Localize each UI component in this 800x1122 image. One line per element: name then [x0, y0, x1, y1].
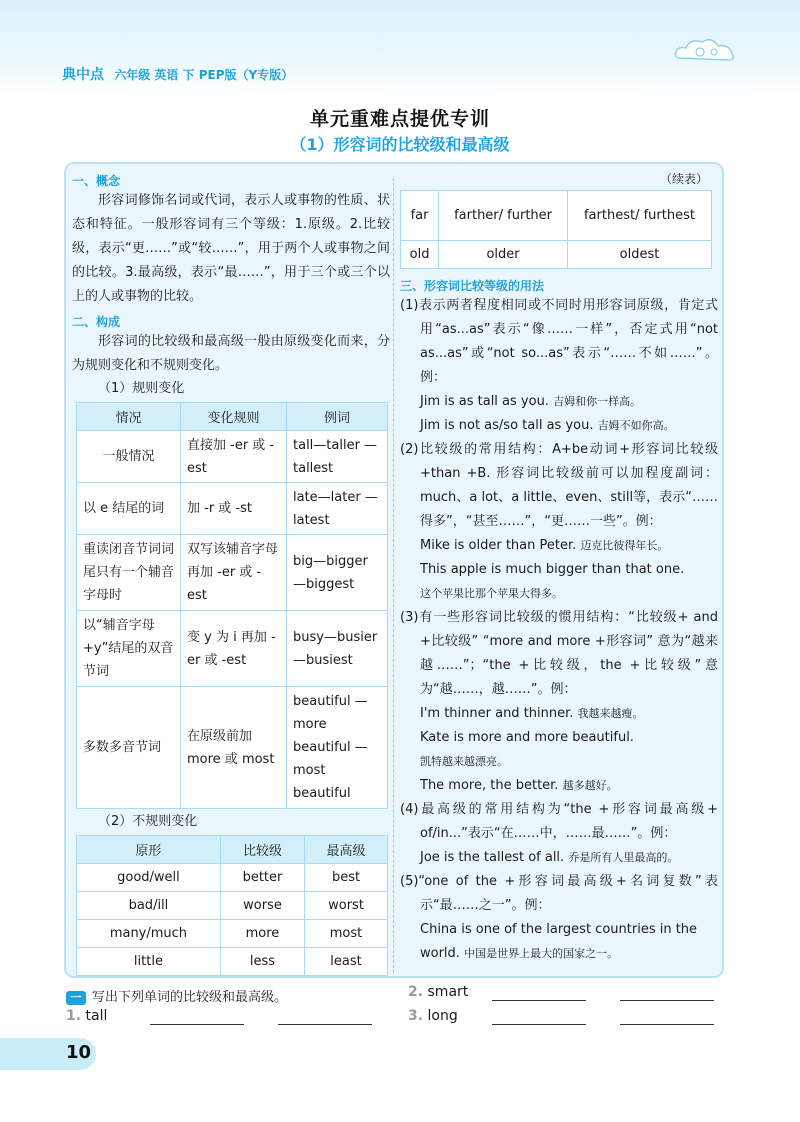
right-column	[400, 168, 718, 966]
usage-item: (3)有一些形容词比较级的惯用结构：“比较级+ and +比较级” “more and more +形容词” 意为“越来越……”；“the +比较级，the +比较级”意为“越……，越……”。例：	[400, 610, 718, 697]
table-header: 比较级	[220, 836, 304, 864]
regular-change-label: （1）规则变化	[98, 381, 185, 396]
example-cn: 这个苹果比那个苹果大得多。	[420, 587, 563, 600]
exercise-title	[66, 986, 287, 1005]
cloud-icon	[670, 36, 740, 66]
exercise-instruction: 写出下列单词的比较级和最高级。	[92, 990, 288, 1005]
question-3	[408, 1008, 458, 1024]
table-cell: best	[305, 864, 388, 892]
table-cell: more	[220, 920, 304, 948]
example-cn: 中国是世界上最大的国家之一。	[464, 947, 619, 960]
continued-label: （续表）	[659, 172, 708, 186]
table-cell: older	[439, 241, 568, 269]
page-number: 10	[66, 1042, 92, 1063]
question-number: 3.	[408, 1008, 424, 1024]
table-cell: bad/ill	[77, 892, 221, 920]
regular-change-table	[76, 402, 388, 809]
question-2	[408, 984, 468, 1000]
question-word: smart	[427, 984, 469, 1000]
question-number: 2.	[408, 984, 424, 1000]
table-cell: farther/ further	[439, 191, 568, 241]
example-cn: 越多越好。	[562, 779, 618, 792]
table-cell: 多数多音节词	[77, 687, 181, 809]
table-header: 情况	[77, 403, 181, 431]
table-header: 例词	[287, 403, 388, 431]
table-cell: old	[401, 241, 439, 269]
table-header: 最高级	[305, 836, 388, 864]
example-en: China is one of the largest countries in the world.	[420, 922, 698, 961]
example-en: Jim is as tall as you.	[420, 394, 549, 409]
table-cell: beautiful —more beautiful —most beautiful	[287, 687, 388, 809]
page-number-tab	[0, 1038, 96, 1070]
question-badge: 一	[66, 991, 86, 1005]
example-sentence	[400, 534, 718, 558]
table-cell: 在原级前加 more 或 most	[181, 687, 287, 809]
usage-item: (4)最高级的常用结构为“the +形容词最高级+ of/in...”表示“在……中，……最……”。例：	[400, 802, 718, 841]
table-cell: busy—busier —busiest	[287, 611, 388, 687]
example-cn: 迈克比彼得年长。	[580, 539, 669, 552]
book-title: 六年级 英语 下 PEP版（Y专版）	[114, 68, 294, 82]
example-en: Kate is more and more beautiful.	[420, 730, 634, 745]
answer-blank[interactable]	[150, 1024, 244, 1025]
table-cell: most	[305, 920, 388, 948]
continued-table	[400, 190, 712, 269]
example-sentence	[400, 414, 718, 438]
example-sentence	[400, 390, 718, 414]
usage-item: (1)表示两者程度相同或不同时用形容词原级，肯定式用“as...as”表示“像……一样”，否定式用“not as...as”或“not so...as”表示“……不如……”。例：	[400, 298, 718, 385]
usage-item: (2)比较级的常用结构：A+be动词+形容词比较级+than +B. 形容词比较级前可以加程度副词：much、a lot、a little、even、still等，表示“……得多”，“甚至……”，“更……一些”。例：	[400, 442, 718, 529]
example-en: Mike is older than Peter.	[420, 538, 577, 553]
table-cell: oldest	[567, 241, 711, 269]
table-cell: less	[220, 948, 304, 976]
example-sentence	[400, 846, 718, 870]
table-cell: 以“辅音字母+y”结尾的双音节词	[77, 611, 181, 687]
table-cell: good/well	[77, 864, 221, 892]
column-divider	[393, 178, 394, 973]
table-cell: many/much	[77, 920, 221, 948]
table-cell: 双写该辅音字母再加 -er 或 -est	[181, 535, 287, 611]
section-usage-title: 三、形容词比较等级的用法	[400, 279, 545, 293]
answer-blank[interactable]	[620, 1024, 714, 1025]
table-cell: tall—taller —tallest	[287, 431, 388, 483]
answer-blank[interactable]	[278, 1024, 372, 1025]
section-formation-text: 形容词的比较级和最高级一般由原级变化而来，分为规则变化和不规则变化。	[72, 334, 390, 373]
example-en: I'm thinner and thinner.	[420, 706, 574, 721]
table-header: 原形	[77, 836, 221, 864]
table-cell: 重读闭音节词词尾只有一个辅音字母时	[77, 535, 181, 611]
page-subtitle: （1）形容词的比较级和最高级	[290, 135, 510, 154]
table-cell: little	[77, 948, 221, 976]
answer-blank[interactable]	[492, 1024, 586, 1025]
table-cell: worse	[220, 892, 304, 920]
section-concept-title: 一、概念	[72, 174, 121, 188]
publisher-logo: 典中点	[62, 67, 104, 83]
example-cn: 我越来越瘦。	[577, 707, 644, 720]
table-cell: least	[305, 948, 388, 976]
left-column	[72, 168, 390, 976]
usage-item: (5)“one of the +形容词最高级+名词复数”表示“最……之一”。例：	[400, 874, 718, 913]
question-number: 1.	[66, 1008, 82, 1024]
example-en: Jim is not as/so tall as you.	[420, 418, 594, 433]
example-en: This apple is much bigger than that one.	[420, 562, 685, 577]
answer-blank[interactable]	[620, 1000, 714, 1001]
table-cell: far	[401, 191, 439, 241]
table-cell: better	[220, 864, 304, 892]
book-header	[62, 64, 293, 84]
question-word: long	[427, 1008, 458, 1024]
page-title: 单元重难点提优专训	[309, 108, 490, 130]
example-sentence	[400, 726, 718, 774]
example-cn: 乔是所有人里最高的。	[568, 851, 679, 864]
section-concept-text: 形容词修饰名词或代词，表示人或事物的性质、状态和特征。一般形容词有三个等级：1.原级。2.比较级，表示“更……”或“较……”，用于两个人或事物之间的比较。3.最高级，表示“最……”，用于三个或三个以上的人或事物的比较。	[72, 193, 390, 304]
irregular-change-label: （2）不规则变化	[98, 814, 198, 829]
section-formation-title: 二、构成	[72, 315, 121, 329]
example-sentence	[400, 558, 718, 606]
example-cn: 吉姆和你一样高。	[553, 395, 642, 408]
table-cell: late—later —latest	[287, 483, 388, 535]
table-header: 变化规则	[181, 403, 287, 431]
table-cell: 变 y 为 i 再加 -er 或 -est	[181, 611, 287, 687]
example-en: Joe is the tallest of all.	[420, 850, 565, 865]
table-cell: farthest/ furthest	[567, 191, 711, 241]
table-cell: big—bigger —biggest	[287, 535, 388, 611]
example-sentence	[400, 702, 718, 726]
table-cell: 加 -r 或 -st	[181, 483, 287, 535]
table-cell: 以 e 结尾的词	[77, 483, 181, 535]
table-cell: 直接加 -er 或 -est	[181, 431, 287, 483]
table-cell: worst	[305, 892, 388, 920]
question-1	[66, 1008, 107, 1024]
question-word: tall	[85, 1008, 108, 1024]
irregular-change-table	[76, 835, 388, 976]
example-sentence	[400, 918, 718, 966]
table-cell: 一般情况	[77, 431, 181, 483]
answer-blank[interactable]	[492, 1000, 586, 1001]
example-en: The more, the better.	[420, 778, 559, 793]
example-cn: 凯特越来越漂亮。	[420, 755, 508, 768]
example-cn: 吉姆不如你高。	[597, 419, 675, 432]
example-sentence	[400, 774, 718, 798]
